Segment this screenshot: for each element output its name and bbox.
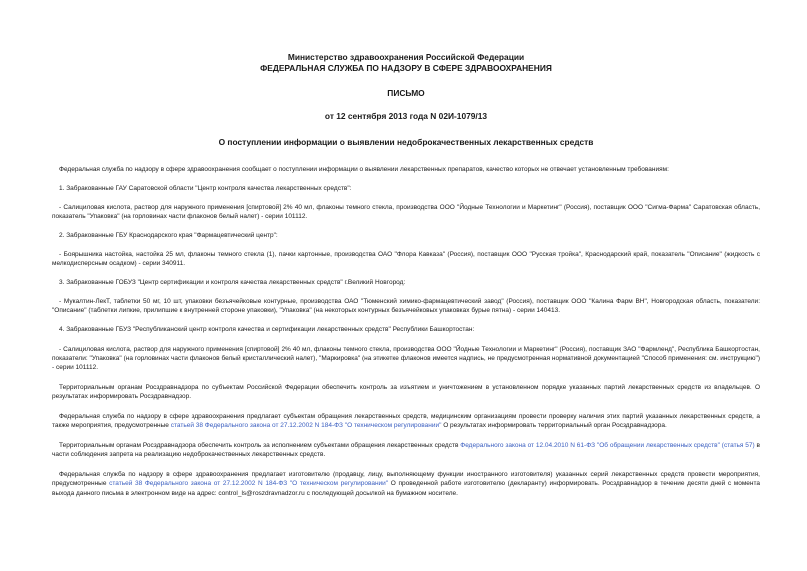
- manufacturer-text-after: О проведенной работе изготовителю (декларанту) информировать. Росздравнадзор в течение десяти дней с момента выхода данного письма в электронном виде на адрес: control_ls@roszdravnadzor.ru с последующей досылкой на бумажном носителе.: [52, 480, 761, 497]
- law-61-fz-link[interactable]: Федерального закона от 12.04.2010 N 61-ФЗ "Об обращении лекарственных средств": [460, 442, 720, 450]
- control-execution-text-before: Территориальным органам Росздравнадзора обеспечить контроль за исполнением субъектами обращения лекарственных средств: [59, 442, 461, 450]
- subjects-check-text-before: Федеральная служба по надзору в сфере здравоохранения предлагает субъектам обращения лекарственных средств, медицинским организациям провести проверку наличия этих партий указанных лекарственных средств, а также мероприятия, предусмотренные: [52, 413, 760, 430]
- document-date-number: от 12 сентября 2013 года N 02И-1079/13: [324, 110, 488, 121]
- manufacturer-text-before: Федеральная служба по надзору в сфере здравоохранения предлагает изготовителю (продавцу, лицу, выполняющему функции иностранного изготовителя) указанных серий лекарственных средств провести мероприятия, предусмотренные: [52, 471, 760, 488]
- subjects-check-text-after: О результатах информировать территориальный орган Росздравнадзора.: [441, 422, 667, 430]
- item-4-detail: - Салициловая кислота, раствор для наружного применения [спиртовой] 2% 40 мл, флаконы темного стекла, производства ООО "Йодные Технологии и Маркетинг" (Россия), поставщик ЗАО "Фармленд", Республика Башкортостан, показатели: "Упаковка" (на горловинах части флаконов белый кристаллический налет), "Маркировка" (на этикетке флаконов имеется надпись, не предусмотренная нормативной документацией "Способ применения: см. инструкцию") - серии 101112.: [52, 345, 760, 371]
- item-3-detail: - Мукалтин-ЛекТ, таблетки 50 мг, 10 шт, упаковки безъячейковые контурные, производства ОАО "Тюменский химико-фармацевтический завод" (Россия), поставщик ООО "Калина Фарм ВН", Новгородская область, показатели: "Описание" (таблетки липкие, прилипшие к внутренней стороне упаковки), "Упаковка" (на некоторых контурных безъячейковых упаковках бурые пятна) - серии 140413.: [52, 298, 760, 315]
- intro-paragraph: Федеральная служба по надзору в сфере здравоохранения сообщает о поступлении информации о выявлении лекарственных препаратов, качество которых не отвечает установленным требованиям:: [59, 165, 669, 173]
- document-page: [52, 52, 760, 498]
- article-57-link[interactable]: (статья 57): [721, 442, 755, 450]
- control-execution-text-after: в части соблюдения запрета на реализацию недоброкачественных лекарственных средств.: [52, 442, 761, 459]
- control-execution-paragraph: [52, 441, 760, 459]
- item-3-heading: 3. Забракованные ГОБУЗ "Центр сертификации и контроля качества лекарственных средств" г.Великий Новгород:: [59, 279, 406, 287]
- law-184-fz-article-38-link-2[interactable]: статьей 38 Федерального закона от 27.12.2002 N 184-ФЗ "О техническом регулировании": [109, 480, 389, 488]
- law-184-fz-article-38-link[interactable]: статьей 38 Федерального закона от 27.12.2002 N 184-ФЗ "О техническом регулировании": [170, 422, 442, 430]
- subjects-check-paragraph: [52, 412, 760, 430]
- item-1-detail: - Салициловая кислота, раствор для наружного применения [спиртовой] 2% 40 мл, флаконы темного стекла, производства ООО "Йодные Технологии и Маркетинг" (Россия), поставщик ООО "Сигма-Фарма" Саратовская область, показатель "Упаковка" (на горловинах части флаконов белый налет) - серии 101112.: [52, 203, 760, 220]
- document-subject: О поступлении информации о выявлении недоброкачественных лекарственных средств: [218, 137, 594, 147]
- ministry-name: Министерство здравоохранения Российской Федерации: [287, 52, 525, 62]
- service-name: ФЕДЕРАЛЬНАЯ СЛУЖБА ПО НАДЗОРУ В СФЕРЕ ЗДРАВООХРАНЕНИЯ: [260, 62, 552, 73]
- document-type: ПИСЬМО: [387, 88, 425, 98]
- item-4-heading: 4. Забракованные ГБУЗ "Республиканский центр контроля качества и сертификации лекарственных средств" Республики Башкортостан:: [59, 326, 475, 334]
- manufacturer-paragraph: [52, 470, 760, 497]
- territorial-control-paragraph: Территориальным органам Росздравнадзора по субъектам Российской Федерации обеспечить контроль за изъятием и уничтожением в установленном порядке указанных партий лекарственных средств из владельцев. О результатах информировать Росздравнадзор.: [52, 383, 760, 400]
- item-1-heading: 1. Забракованные ГАУ Саратовской области "Центр контроля качества лекарственных средств":: [59, 184, 352, 192]
- item-2-heading: 2. Забракованные ГБУ Краснодарского края "Фармацевтический центр":: [59, 231, 278, 239]
- item-2-detail: - Боярышника настойка, настойка 25 мл, флаконы темного стекла (1), пачки картонные, производства ОАО "Флора Кавказа" (Россия), поставщик ООО "Русская тройка", Краснодарский край, показатель "Описание" (жидкость с мелкодисперсным осадком) - серии 340911.: [52, 250, 760, 268]
